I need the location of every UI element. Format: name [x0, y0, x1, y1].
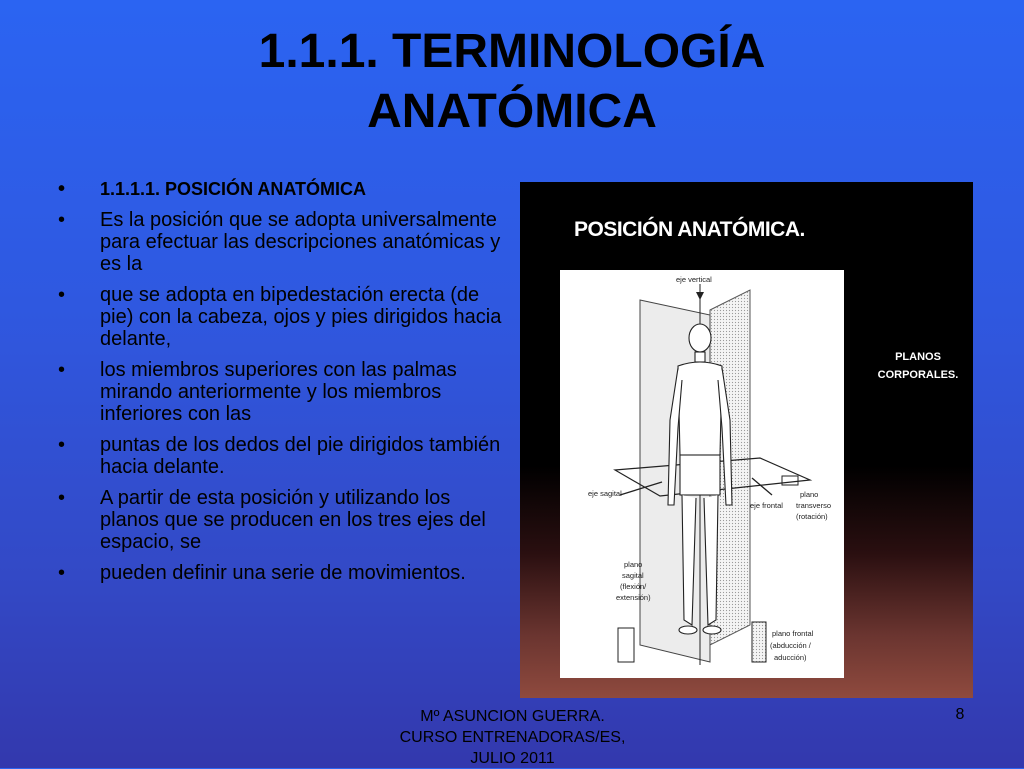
bullet-list: [58, 178, 503, 593]
sagittal-plane-icon: [618, 628, 634, 662]
label-plano-transverso-2: transverso: [796, 501, 832, 510]
label-eje-vertical: eje vertical: [676, 275, 712, 284]
label-eje-frontal: eje frontal: [750, 501, 783, 510]
bullet-icon: •: [58, 562, 66, 584]
bullet-icon: •: [58, 434, 66, 456]
frontal-plane-icon: [752, 622, 766, 662]
bullet-text: puntas de los dedos del pie dirigidos también hacia delante.: [100, 434, 501, 478]
label-eje-sagital: eje sagital: [588, 489, 622, 498]
transverse-plane-icon: [782, 476, 798, 485]
bullet-item: [58, 359, 503, 425]
slide-title-line-1: 1.1.1. TERMINOLOGÍA: [258, 25, 766, 78]
side-label-line-2: CORPORALES.: [877, 369, 959, 381]
bullet-text: pueden definir una serie de movimientos.: [100, 562, 466, 584]
page-number: 8: [955, 706, 965, 723]
bullet-item: [58, 178, 503, 200]
bullet-item: [58, 562, 503, 584]
label-plano-sagital-4: extensión): [616, 593, 651, 602]
bullet-icon: •: [58, 209, 66, 231]
anatomical-position-figure: [520, 182, 973, 698]
label-plano-frontal-3: aducción): [774, 653, 807, 662]
footer-line-2: CURSO ENTRENADORAS/ES,: [399, 729, 626, 746]
vertical-axis-arrow: [696, 292, 704, 300]
slide-title-line-2: ANATÓMICA: [367, 85, 657, 138]
label-plano-sagital-2: sagital: [622, 571, 644, 580]
label-plano-frontal-2: (abducción /: [770, 641, 811, 650]
figure-side-label: [868, 348, 968, 384]
bullet-text: A partir de esta posición y utilizando los planos que se producen en los tres ejes del espacio, se: [100, 487, 486, 553]
bullet-icon: •: [58, 178, 66, 200]
label-plano-transverso-1: plano: [800, 490, 819, 499]
bullet-text: que se adopta en bipedestación erecta (de pie) con la cabeza, ojos y pies dirigidos hacia delante,: [100, 284, 502, 350]
bullet-text: 1.1.1.1. POSICIÓN ANATÓMICA: [100, 179, 367, 199]
bullet-text: los miembros superiores con las palmas mirando anteriormente y los miembros inferiores con las: [100, 359, 457, 425]
side-label-line-1: PLANOS: [895, 351, 941, 363]
bullet-text: Es la posición que se adopta universalmente para efectuar las descripciones anatómicas y es la: [100, 209, 501, 275]
bullet-icon: •: [58, 487, 66, 509]
bullet-icon: •: [58, 359, 66, 381]
label-plano-frontal-1: plano frontal: [772, 629, 814, 638]
label-plano-transverso-3: (rotación): [796, 512, 828, 521]
body-planes-diagram: [560, 270, 844, 678]
footer-line-3: JULIO 2011: [470, 750, 555, 767]
frontal-axis-arrow: [752, 478, 772, 495]
bullet-item: [58, 487, 503, 553]
diagram-panel: [560, 270, 844, 678]
figure-title: POSICIÓN ANATÓMICA.: [574, 218, 805, 241]
label-plano-sagital-1: plano: [624, 560, 643, 569]
slide-title: [0, 22, 1024, 142]
footer-line-1: Mº ASUNCION GUERRA.: [420, 708, 605, 725]
bullet-item: [58, 209, 503, 275]
bullet-icon: •: [58, 284, 66, 306]
slide-footer: [365, 706, 660, 769]
bullet-item: [58, 434, 503, 478]
bullet-item: [58, 284, 503, 350]
label-plano-sagital-3: (flexión/: [620, 582, 647, 591]
